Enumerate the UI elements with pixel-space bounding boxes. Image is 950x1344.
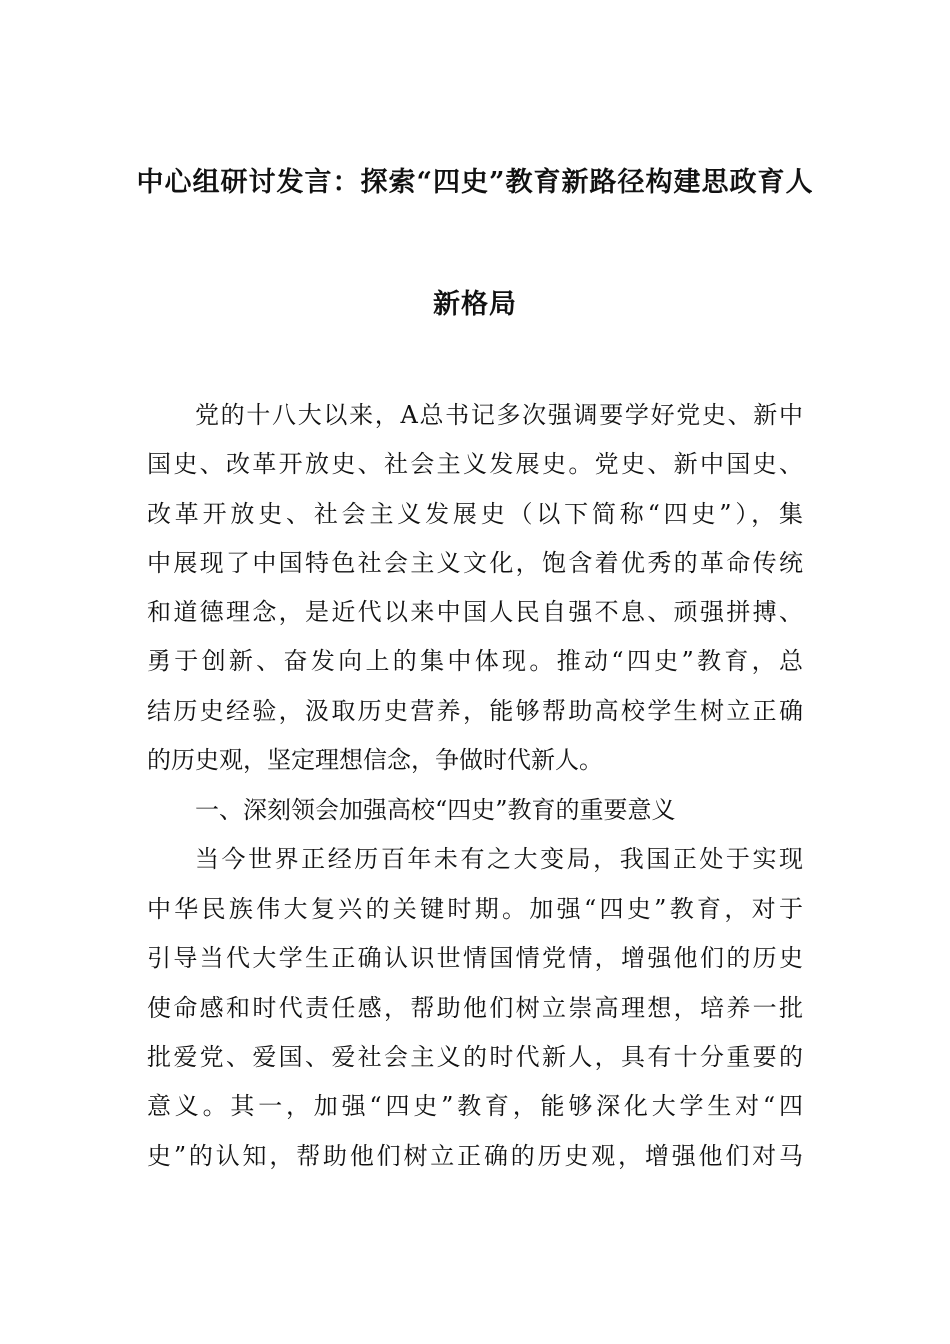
section-heading: 一、深刻领会加强高校“四史”教育的重要意义: [195, 796, 676, 824]
body-line: 改革开放史、社会主义发展史（以下简称“四史”），集: [147, 500, 803, 528]
body-line: 党的十八大以来，A总书记多次强调要学好党史、新中: [195, 401, 803, 429]
body-line: 引导当代大学生正确认识世情国情党情，增强他们的历史: [147, 944, 803, 972]
body-line: 的历史观，坚定理想信念，争做时代新人。: [147, 746, 603, 774]
body-line: 勇于创新、奋发向上的集中体现。推动“四史”教育，总: [147, 647, 803, 675]
body-line: 中华民族伟大复兴的关键时期。加强“四史”教育，对于: [147, 895, 803, 923]
body-line: 史”的认知，帮助他们树立正确的历史观，增强他们对马: [147, 1142, 803, 1170]
body-line: 国史、改革开放史、社会主义发展史。党史、新中国史、: [147, 450, 803, 478]
body-line: 使命感和时代责任感，帮助他们树立崇高理想，培养一批: [147, 994, 803, 1022]
body-line: 意义。其一，加强“四史”教育，能够深化大学生对“四: [147, 1092, 803, 1120]
body-line: 中展现了中国特色社会主义文化，饱含着优秀的革命传统: [147, 549, 803, 577]
body-line: 批爱党、爱国、爱社会主义的时代新人，具有十分重要的: [147, 1043, 803, 1071]
document-title-line-1: 中心组研讨发言：探索“四史”教育新路径构建思政育人: [136, 167, 814, 198]
body-line: 结历史经验，汲取历史营养，能够帮助高校学生树立正确: [147, 697, 803, 725]
document-title-line-2: 新格局: [433, 289, 517, 320]
body-line: 当今世界正经历百年未有之大变局，我国正处于实现: [195, 845, 803, 873]
body-line: 和道德理念，是近代以来中国人民自强不息、顽强拼搏、: [147, 598, 803, 626]
